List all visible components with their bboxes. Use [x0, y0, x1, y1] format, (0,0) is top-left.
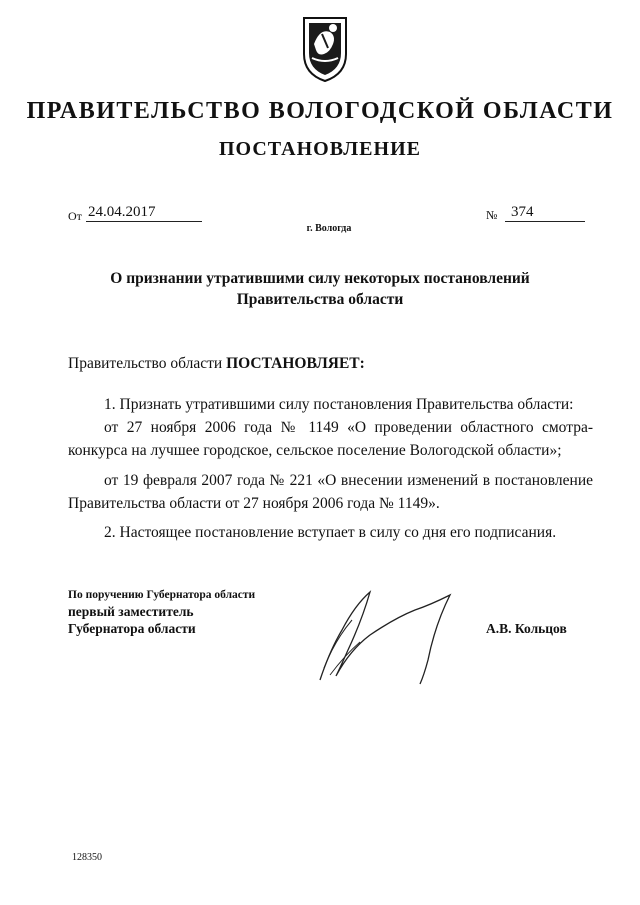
intro-bold-text: ПОСТАНОВЛЯЕТ:: [226, 355, 365, 372]
paragraph-3: [68, 471, 593, 513]
document-type: ПОСТАНОВЛЕНИЕ: [219, 138, 421, 160]
paragraph-4: 2. Настоящее постановление вступает в силу со дня его подписания.: [104, 524, 557, 541]
document-date: 24.04.2017: [86, 204, 202, 222]
handwritten-signature: [300, 580, 470, 690]
signatory-line-1: По поручению Губернатора области: [68, 589, 256, 601]
signer-name: А.В. Кольцов: [486, 621, 567, 636]
coat-of-arms-icon: [300, 14, 350, 84]
city-label: г. Вологда: [306, 223, 352, 234]
document-number: 374: [505, 204, 585, 222]
paragraph-3-line-2: Правительства области от 27 ноября 2006 года № 1149».: [68, 495, 440, 512]
document-subject: [0, 268, 640, 310]
paragraph-2-line-1: от 27 ноября 2006 года № 1149 «О проведении областного смотра-: [104, 419, 593, 436]
subject-line-1: О признании утратившими силу некоторых постановлений: [110, 270, 530, 287]
paragraph-1: 1. Признать утратившими силу постановления Правительства области:: [104, 396, 574, 413]
footer-code: 128350: [72, 852, 102, 863]
resolution-intro: [68, 355, 365, 373]
signatory-line-2: первый заместитель: [68, 604, 194, 619]
paragraph-2-line-2: конкурса на лучшее городское, сельское поселение Вологодской области»;: [68, 442, 562, 459]
subject-line-2: Правительства области: [236, 291, 404, 308]
intro-text: Правительство области: [68, 355, 227, 372]
signatory-title: [68, 588, 255, 637]
organization-name: ПРАВИТЕЛЬСТВО ВОЛОГОДСКОЙ ОБЛАСТИ: [26, 98, 614, 124]
paragraph-2: [68, 418, 593, 460]
signatory-line-3: Губернатора области: [68, 621, 196, 636]
number-prefix: №: [486, 208, 498, 222]
paragraph-3-line-1: от 19 февраля 2007 года № 221 «О внесении изменений в постановление: [104, 472, 593, 489]
date-prefix: От: [68, 209, 82, 223]
